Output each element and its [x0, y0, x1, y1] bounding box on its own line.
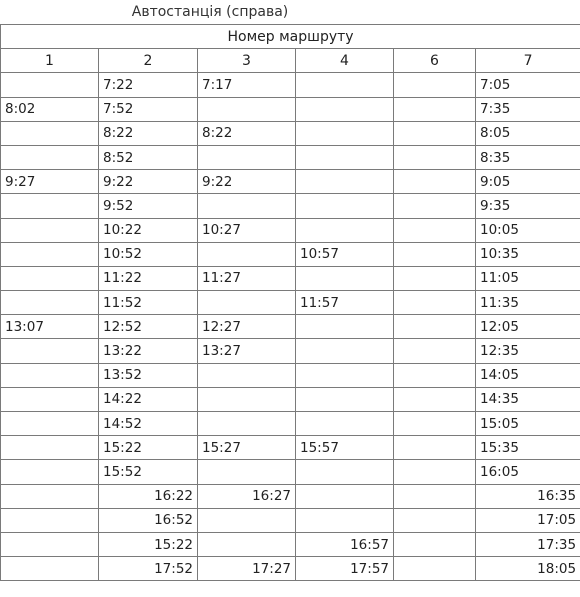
sheet-title: Автостанція (справа)	[131, 4, 289, 20]
table-cell: 8:22	[99, 121, 198, 145]
table-cell	[394, 266, 476, 290]
table-cell	[198, 363, 296, 387]
table-cell: 15:57	[296, 436, 394, 460]
table-cell	[198, 145, 296, 169]
table-cell: 14:52	[99, 412, 198, 436]
table-cell	[296, 484, 394, 508]
table-cell	[394, 194, 476, 218]
table-cell	[394, 73, 476, 97]
table-cell	[1, 242, 99, 266]
table-cell: 7:52	[99, 97, 198, 121]
table-cell: 13:27	[198, 339, 296, 363]
table-cell: 11:05	[476, 266, 580, 290]
table-cell	[394, 508, 476, 532]
table-cell	[296, 73, 394, 97]
table-cell: 9:52	[99, 194, 198, 218]
table-row	[1, 557, 580, 581]
table-cell	[394, 97, 476, 121]
table-cell	[198, 412, 296, 436]
table-cell: 15:52	[99, 460, 198, 484]
table-cell	[198, 291, 296, 315]
table-cell: 8:52	[99, 145, 198, 169]
table-row	[1, 242, 580, 266]
table-cell	[1, 387, 99, 411]
table-cell	[198, 194, 296, 218]
table-cell: 10:35	[476, 242, 580, 266]
table-cell: 7:35	[476, 97, 580, 121]
table-row	[1, 266, 580, 290]
table-cell	[198, 508, 296, 532]
table-cell: 10:27	[198, 218, 296, 242]
table-cell: 15:05	[476, 412, 580, 436]
table-cell: 14:35	[476, 387, 580, 411]
table-cell	[394, 557, 476, 581]
table-cell	[296, 508, 394, 532]
table-cell	[394, 170, 476, 194]
table-cell: 14:05	[476, 363, 580, 387]
timetable-body	[1, 25, 580, 581]
table-cell: 9:05	[476, 170, 580, 194]
table-cell	[198, 460, 296, 484]
table-cell	[394, 387, 476, 411]
table-cell: 11:52	[99, 291, 198, 315]
table-cell: 16:05	[476, 460, 580, 484]
table-row	[1, 339, 580, 363]
table-cell	[1, 339, 99, 363]
table-cell: 13:22	[99, 339, 198, 363]
table-cell: 8:05	[476, 121, 580, 145]
column-header: 4	[296, 49, 394, 73]
table-cell	[394, 460, 476, 484]
table-cell	[1, 291, 99, 315]
table-cell	[1, 412, 99, 436]
table-cell	[394, 291, 476, 315]
table-cell: 18:05	[476, 557, 580, 581]
table-cell: 8:02	[1, 97, 99, 121]
table-cell: 9:22	[99, 170, 198, 194]
table-row	[1, 218, 580, 242]
table-cell	[394, 339, 476, 363]
table-row	[1, 194, 580, 218]
table-row	[1, 315, 580, 339]
table-cell: 16:27	[198, 484, 296, 508]
table-cell: 7:17	[198, 73, 296, 97]
table-cell	[394, 121, 476, 145]
table-cell: 11:57	[296, 291, 394, 315]
table-cell	[394, 242, 476, 266]
table-cell: 9:35	[476, 194, 580, 218]
table-cell	[296, 460, 394, 484]
table-cell	[1, 532, 99, 556]
column-header: 3	[198, 49, 296, 73]
table-cell: 16:22	[99, 484, 198, 508]
table-cell	[1, 194, 99, 218]
table-cell: 8:35	[476, 145, 580, 169]
table-row	[1, 145, 580, 169]
table-row	[1, 97, 580, 121]
table-cell	[1, 484, 99, 508]
table-cell: 11:27	[198, 266, 296, 290]
column-header: 2	[99, 49, 198, 73]
table-cell	[296, 363, 394, 387]
table-cell: 9:27	[1, 170, 99, 194]
table-row	[1, 121, 580, 145]
table-cell: 17:27	[198, 557, 296, 581]
table-cell: 12:35	[476, 339, 580, 363]
table-cell: 17:35	[476, 532, 580, 556]
table-row	[1, 73, 580, 97]
table-cell	[198, 97, 296, 121]
table-cell	[296, 339, 394, 363]
table-row	[1, 170, 580, 194]
table-cell: 7:05	[476, 73, 580, 97]
table-cell	[1, 508, 99, 532]
table-cell	[296, 387, 394, 411]
table-cell: 15:22	[99, 532, 198, 556]
table-cell: 12:27	[198, 315, 296, 339]
table-cell	[296, 121, 394, 145]
table-cell	[296, 412, 394, 436]
table-cell	[198, 242, 296, 266]
table-row	[1, 532, 580, 556]
table-cell	[1, 363, 99, 387]
table-row	[1, 363, 580, 387]
table-cell	[296, 145, 394, 169]
table-cell: 15:22	[99, 436, 198, 460]
table-cell	[394, 412, 476, 436]
table-cell: 10:22	[99, 218, 198, 242]
table-cell: 8:22	[198, 121, 296, 145]
table-cell	[1, 218, 99, 242]
table-cell: 11:22	[99, 266, 198, 290]
table-cell	[394, 363, 476, 387]
column-header: 6	[394, 49, 476, 73]
route-number-header: Номер маршруту	[1, 25, 580, 49]
table-cell: 17:05	[476, 508, 580, 532]
table-cell: 10:52	[99, 242, 198, 266]
table-cell	[1, 145, 99, 169]
table-cell	[296, 218, 394, 242]
table-row	[1, 436, 580, 460]
table-cell	[394, 484, 476, 508]
table-row	[1, 460, 580, 484]
table-cell: 12:52	[99, 315, 198, 339]
table-cell	[198, 387, 296, 411]
table-cell: 16:35	[476, 484, 580, 508]
column-header-row	[1, 49, 580, 73]
table-cell: 9:22	[198, 170, 296, 194]
table-cell: 11:35	[476, 291, 580, 315]
table-cell	[198, 532, 296, 556]
table-cell	[296, 266, 394, 290]
table-cell	[1, 557, 99, 581]
table-cell	[296, 170, 394, 194]
table-cell	[1, 266, 99, 290]
table-cell: 13:52	[99, 363, 198, 387]
table-row	[1, 508, 580, 532]
table-cell: 17:57	[296, 557, 394, 581]
table-cell	[1, 121, 99, 145]
table-cell: 17:52	[99, 557, 198, 581]
table-row	[1, 484, 580, 508]
table-cell	[394, 315, 476, 339]
table-cell: 12:05	[476, 315, 580, 339]
column-header: 1	[1, 49, 99, 73]
table-cell	[394, 436, 476, 460]
table-cell	[394, 532, 476, 556]
table-cell: 14:22	[99, 387, 198, 411]
table-cell: 16:52	[99, 508, 198, 532]
table-cell	[296, 315, 394, 339]
table-cell	[1, 460, 99, 484]
table-cell: 13:07	[1, 315, 99, 339]
table-cell	[1, 436, 99, 460]
table-row	[1, 387, 580, 411]
table-cell	[1, 73, 99, 97]
column-header: 7	[476, 49, 580, 73]
table-cell: 10:05	[476, 218, 580, 242]
table-cell	[394, 218, 476, 242]
table-cell	[296, 97, 394, 121]
table-cell: 10:57	[296, 242, 394, 266]
table-row	[1, 291, 580, 315]
route-header-row	[1, 25, 580, 49]
table-cell	[296, 194, 394, 218]
table-cell: 15:35	[476, 436, 580, 460]
table-cell: 16:57	[296, 532, 394, 556]
table-row	[1, 412, 580, 436]
table-cell: 7:22	[99, 73, 198, 97]
table-cell	[394, 145, 476, 169]
timetable	[0, 24, 580, 581]
table-cell: 15:27	[198, 436, 296, 460]
